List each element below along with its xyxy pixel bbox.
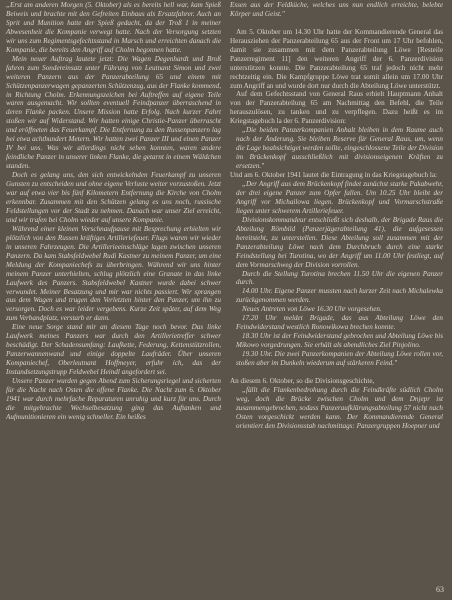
log-entry: 14.00 Uhr. Eigene Panzer mussten nach kurzer Zeit nach Michalewka zurückgenommen werden. [236,287,443,305]
paragraph: Eine neue Sorge stand mir an diesem Tage noch bevor. Das linke Laufwerk meines Panzers war durch den Artillerietreffer schwer beschädigt. Der Schadensumfang: Laufkette, Federung, Kettenstützrollen, Panzerwannenwand und einige doppelte Laufräder. Über unseren Kompaniechef, Oberleutnant Hoffmeyer, erfuhr ich, das der Instandsetzungstrupp Feldwebel Heindl angefordert sei. [6,323,221,377]
log-entry: Neues Antreten von Löwe 16.30 Uhr vorgesehen. [242,305,382,314]
paragraph: An diesem 6. Oktober, so die Divisionsgeschichte, [230,376,375,385]
paragraph: Doch es gelang uns, den sich entwickelnden Feuerkampf zu unseren Gunsten zu entscheiden und ohne eigene Verluste weiter vorzustoßen. Jetzt war auf etwa vier bis fünf Kilometern Entfernung die Kirche von Cholm erkennbar. Zusammen mit den Schützen gelang es uns noch, russische Feldstellungen vor der Stadt zu nehmen. Danach war unser Ziel erreicht, und wir trafen bei Cholm wieder auf unsere Kompanie. [6,171,221,224]
paragraph: Während einer kleinen Verschnaufpause mit Besprechung erhielten wir plötzlich von den Russen kräftiges Artilleriefeuer. Flugs waren wir wieder in unseren Fahrzeugen. Die Artillerieeinschläge lagen zwischen unseren Panzern. Da kam Stabsfeldwebel Rudi Kastner zu meinem Panzer, um eine Meldung der Kompaniechefs zu überbringen. Während wir uns hinter meinem Panzer unterhielten, schlug plötzlich eine Granate in das linke Laufwerk des Panzers. Stabsfeldwebel Kastner wurde dabei schwer verwundet. Meiner Besatzung und mir war nichts passiert. Wir sprangen aus dem Wagen und trugen den Verletzten hinter den Panzer, um ihn zu versorgen. Doch es war leider vergebens. Kurze Zeit später, auf dem Weg zum Verbandplatz, verstarb er dann. [6,224,221,323]
quote: „Der Angriff aus dem Brückenkopf findet zunächst starke Pakabwehr, der drei eigene Panzer zum Opfer fallen. Um 10.25 Uhr bleibt der Angriff vor Michailowa liegen. Brückenkopf und Vormarschstraße liegen unter schwerem Artilleriefeuer. [236,180,443,215]
quote: „Die beiden Panzerkompanien Anhalt bleiben in dem Raume auch nach der Änderung. Sie bleiben Reserve für General Raus, um, wenn die Lage beabsichtiget werden sollte, eingeschlossene Teile der Division im Brückenkopf ausschließlich mit divisionseigenen Kräften zu ersetzen." [236,126,443,171]
left-column [6,1,221,422]
paragraph: Auf dem Gefechtsstand von General Raus erhielt Hauptmann Anhalt von der Panzerabteilung 65 am Nachmittag den Befehl, die Teile herauszulösen, zu tanken und zu verpflegen. Dazu heißt es im Kriegstagebuch la der 6. Panzerdivision: [230,90,443,126]
quote-continuation: Essen aus der Feldküche, welches uns nun endlich erreichte, belebte Körper und Geist." [230,1,443,18]
page-number: 63 [436,585,444,594]
paragraph: Und am 6. Oktober 1941 lautet die Eintragung in das Kriegstagebuch la: [230,171,438,180]
paragraph: Unsere Panzer wurden gegen Abend zum Sicherungsriegel und sicherten für die Nacht nach Osten die offene Flanke. Die Nacht zum 6. Oktober 1941 war durch mehrfache Reparaturen unruhig und kurz für uns. Durch die mitgebrachte Wechselbesatzung ging das Auftanken und Aufmunitionieren ein wenig schneller. Ein heißes [6,377,221,421]
paragraph: Mein neuer Auftrag lautete jetzt: Die Wagen Degenhardt und Broß fahren zum Sondereinsatz unter Führung von Leutnant Simon und zwei weiteren Panzern aus der Panzerabteilung 65 und einem mit Schützenpanzerwagen gepanzerten Schützenzug, aus der Flanke kommend, in Richtung Cholm. Erkennungszeichen bei Auftreffen auf eigene Teile waren ausgemacht. Wir sollten eventuell Feindpanzer überraschend in deren Flanke packen. Unsere Mission hatte Erfolg. Nach kurzer Fahrt stoßen wir auf Widerstand. Wir hatten einige Christie-Panzer überrascht und eröffneten das Feuerkampf. Die Entfernung zu den Russenpanzern lag bei etwa achthundert Metern. Wir hatten zwei Panzer III und einen Panzer IV bei uns. Was wir allerdings nicht sehen konnten, waren andere feindliche Panzer in unserer linken Flanke, die getarnt in einem Wäldchen standen. [6,54,221,171]
log-entry: 18.30 Uhr ist der Feindwiderstand gebrochen und Abteilung Löwe bis Mikowo vorgedrungen. Sie erhält als abendliches Ziel Pinjolino. [236,332,443,350]
paragraph: „Erst am anderen Morgen (5. Oktober) als es bereits hell war, kam Spieß Beiweis und brachte mit den Gefreiten Einbaus als Ersatzfahrer. Auch an Sprit und Munition hatte der Spieß gedacht, da der Troß 1 in meiner Abwesenheit die Kompanie verwegt hatte. Nach der Versorgung setzten wir uns zum Regimentsgefechtsstand in Marsch und erreichten danach die Kompanie, die bereits den Angriff auf Cholm begonnen hatte. [6,1,221,54]
right-column [230,1,443,431]
log-entry: 19.30 Uhr. Die zwei Panzerkompanien der Abteilung Löwe rollen vor, stoßen aber im Dunkeln wiederum auf stärkeren Feind." [236,350,443,368]
paragraph: Am 5. Oktober um 14.30 Uhr hatte der Kommandierende General das Herausziehen der Panzerabteilung 65 aus der Front um 17 Uhr befohlen, damit sie zusammen mit dem Panzerabteilung Löwe [Resteile Panzerregiment 11] den weiteren Angriff der 6. Panzerdivision unterstützen konnte. Die Panzerabteilung 65 traf jedoch nicht mehr rechtzeitig ein. Die Kampfgruppe Löwe trat somit allein um 17.00 Uhr zum Angriff an und wurde dort nur durch die Abteilung Löwe unterstützt. [230,27,443,90]
log-entry: 17.20 Uhr meldet Brigade, das aus Abteilung Löwe den Feindwiderstand westlich Ronowikowa brechen konnte. [236,314,443,332]
quote: Divisionskommandeur entschließt sich deshalb, der Brigade Raus die Abteilung Römbild (Panzerjägerabteilung 41), die aufgesessen bereitsteht, zu unterstellen. Diese Abteilung soll zusammen mit der Panzerabteilung Löwe nach dem Durchbruch durch eine starke Feindstellung bei Turotina, wo der Angriff um 11.00 Uhr festliegt, auf dem Vormarschweg der Division vorrollen. [236,215,443,269]
quote: „fällt die Flankenbedrohung durch die Feindkräfte südlich Cholm weg, doch die Brücke zwischen Cholm und dem Dnjepr ist zusammengebrochen, sodass Panzeraufklärungsabteilung 57 nicht nach Osten vorgeschickt werden kann. Der Kommandierende General orientiert den Divisionsstab nachmittags: Panzergruppen Hoepner und [236,385,443,430]
quote: Durch die Stellung Turotina brechen 11.50 Uhr die eigenen Panzer durch. [236,269,443,287]
